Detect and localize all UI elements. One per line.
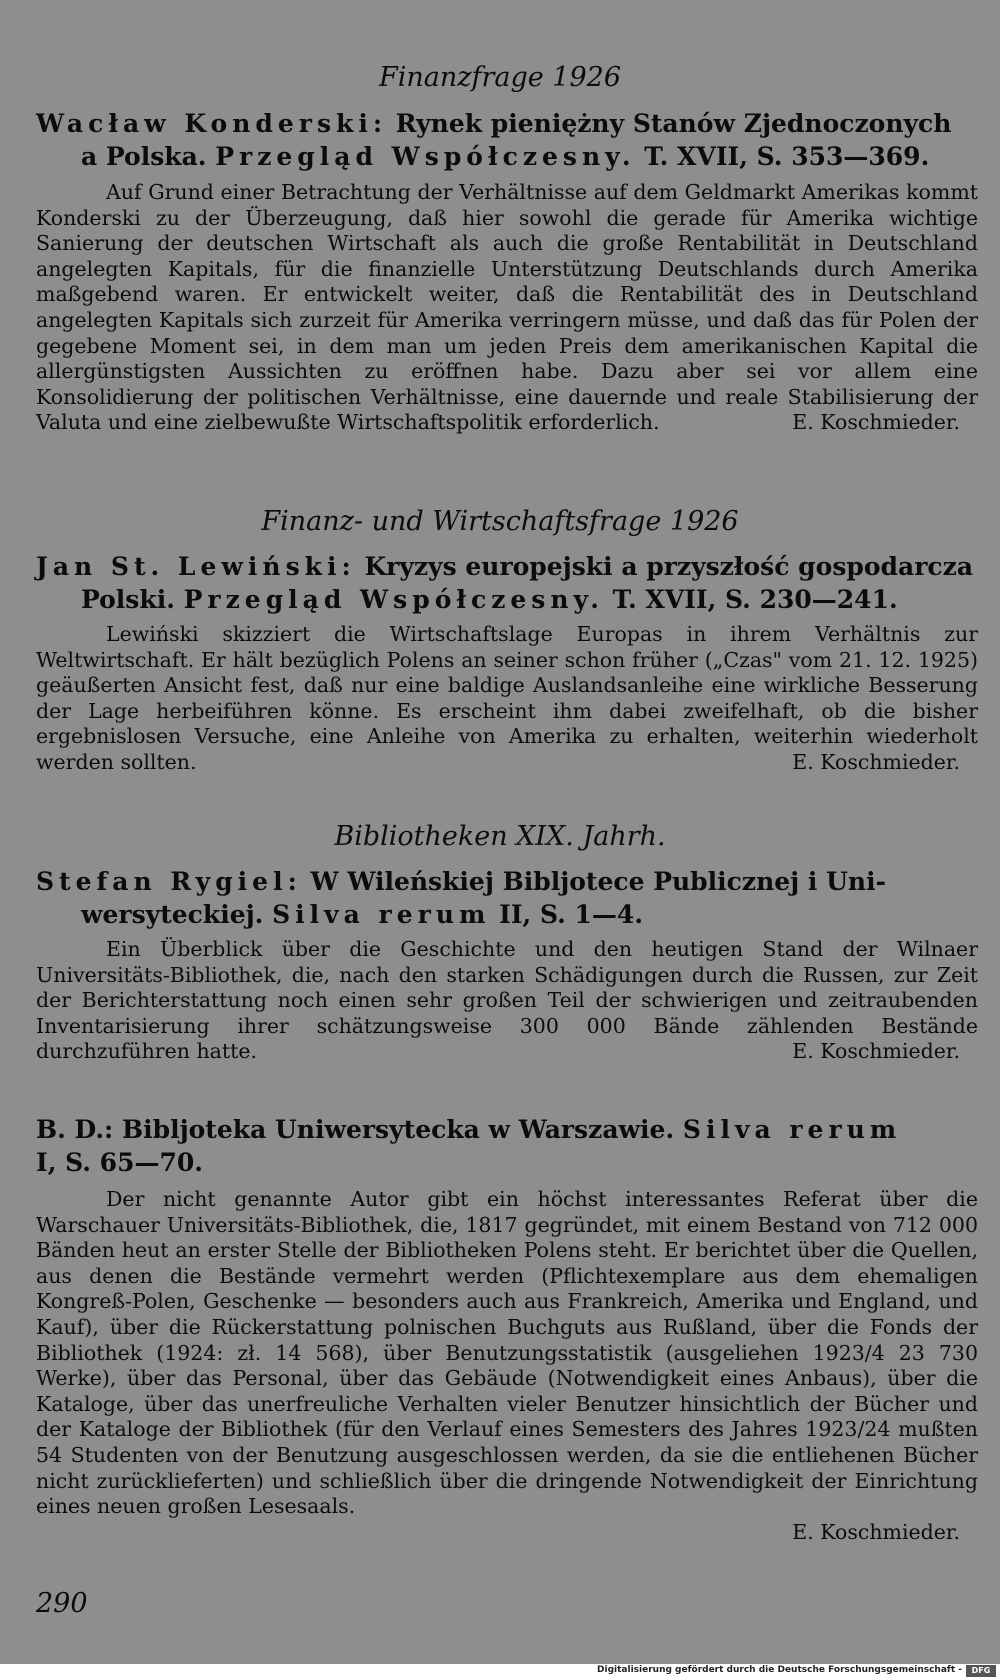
entry-ref: II, S. 1—4. bbox=[499, 900, 644, 929]
entry-signature: E. Koschmieder. bbox=[792, 410, 960, 435]
entry-body bbox=[36, 1187, 978, 1545]
entry-author: Wacław Konderski: bbox=[36, 109, 388, 138]
entry-body-text: Lewiński skizziert die Wirtschaftslage Europas in ihrem Verhältnis zur Weltwirtschaft. Er hält bezüglich Polens an seiner schon früher („Czas" vom 21. 12. 1925) geäußerten Ansicht fest, daß nur eine baldige Auslandsanleihe eine wirkliche Besserung der Lage herbeiführen könne. Es erscheint ihm dabei zweifelhaft, ob die bisher ergebnislosen Versuche, eine Anleihe von Amerika zu erhalten, weiterhin wiederholt werden sollten. bbox=[36, 622, 978, 774]
entry-title-text: Rynek pieniężny Stanów Zjednoczonych bbox=[395, 109, 952, 138]
entry-title bbox=[36, 107, 976, 173]
entry-ref: I, S. 65—70. bbox=[36, 1148, 203, 1177]
entry-ref: T. XVII, S. 353—369. bbox=[644, 142, 930, 171]
entry-source: Przegląd Współczesny. bbox=[183, 585, 604, 614]
section-heading: Bibliotheken XIX. Jahrh. bbox=[334, 821, 666, 852]
entry-title-text-cont: a Polska. bbox=[81, 142, 207, 171]
entry-signature: E. Koschmieder. bbox=[792, 749, 960, 774]
entry-source: Silva rerum bbox=[272, 900, 491, 929]
entry-body-text: Auf Grund einer Betrachtung der Verhältnisse auf dem Geldmarkt Amerikas kommt Konderski zu der Überzeugung, daß hier sowohl die gerade für Amerika wichtige Sanierung der deutschen Wirtschaft als auch die große Rentabilität in Deutschland angelegten Kapitals, für die finanzielle Unterstützung Deutschlands durch Amerika maßgebend waren. Er entwickelt weiter, daß die Rentabilität des in Deutschland angelegten Kapitals sich zurzeit für Amerika verringern müsse, und daß das für Polen der gegebene Moment sei, in dem man um jeden Preis dem amerikanischen Kapital die allergünstigsten Aussichten zu eröffnen habe. Dazu aber sei vor allem eine Konsolidierung der politischen Verhältnisse, eine dauernde und reale Stabilisierung der Valuta und eine zielbewußte Wirtschaftspolitik erforderlich. bbox=[36, 180, 978, 435]
entry-source: Przegląd Współczesny. bbox=[215, 142, 636, 171]
entry-source: Silva rerum bbox=[682, 1115, 902, 1144]
footer-bar bbox=[0, 1664, 1000, 1679]
entry-title-text: W Wileńskiej Bibljotece Publicznej i Uni- bbox=[310, 867, 886, 896]
entry-ref: T. XVII, S. 230—241. bbox=[612, 585, 898, 614]
entry-title-text: Kryzys europejski a przyszłość gospodarcza bbox=[364, 552, 974, 581]
entry-signature: E. Koschmieder. bbox=[792, 1519, 960, 1544]
footer-credit: Digitalisierung gefördert durch die Deutsche Forschungsgemeinschaft - bbox=[597, 1665, 962, 1675]
entry-author: B. D.: bbox=[36, 1115, 114, 1144]
section-heading: Finanz- und Wirtschaftsfrage 1926 bbox=[261, 506, 739, 537]
entry-title-text-cont: Polski. bbox=[81, 585, 175, 614]
entry-body bbox=[36, 937, 978, 1065]
entry-body bbox=[36, 622, 978, 776]
entry-body bbox=[36, 180, 978, 436]
entry-title-text-cont: wersyteckiej. bbox=[81, 900, 264, 929]
entry-author: Jan St. Lewiński: bbox=[36, 552, 356, 581]
entry-title bbox=[36, 1113, 976, 1179]
dfg-logo: DFG bbox=[966, 1665, 996, 1677]
entry-body-text: Ein Überblick über die Geschichte und den heutigen Stand der Wilnaer Universitäts-Bibliothek, die, nach den starken Schädigungen durch die Russen, zur Zeit der Berichterstattung noch einen sehr großen Teil der schwierigen und zeitraubenden Inventarisierung ihrer schätzungsweise 300 000 Bände zählenden Bestände durchzuführen hatte. bbox=[36, 937, 978, 1064]
entry-body-text: Der nicht genannte Autor gibt ein höchst interessantes Referat über die Warschauer Universitäts-Bibliothek, die, 1817 gegründet, mit einem Bestand von 712 000 Bänden heut an erster Stelle der Bibliotheken Polens steht. Er berichtet über die Quellen, aus denen die Bestände vermehrt werden (Pflichtexemplare aus dem ehemaligen Kongreß-Polen, Geschenke — besonders auch aus Frankreich, Amerika und England, und Kauf), über die Rückerstattung polnischen Buchguts aus Rußland, über die Fonds der Bibliothek (1924: zł. 14 568), über Benutzungsstatistik (ausgeliehen 1923/4 23 730 Werke), über das Personal, über das Gebäude (Notwendigkeit eines Anbaus), über die Kataloge, über das unerfreuliche Verhalten vieler Benutzer hinsichtlich der Bücher und der Kataloge der Bibliothek (für den Verlauf eines Semesters des Jahres 1923/24 mußten 54 Studenten von der Benutzung ausgeschlossen werden, da sie die entliehenen Bücher nicht zurücklieferten) und schließlich über die dringende Notwendigkeit der Einrichtung eines neuen großen Lesesaals. bbox=[36, 1187, 978, 1519]
section-heading: Finanzfrage 1926 bbox=[378, 62, 622, 93]
entry-title bbox=[36, 865, 976, 931]
entry-title bbox=[36, 550, 976, 616]
entry-title-text: Bibljoteka Uniwersytecka w Warszawie. bbox=[121, 1115, 675, 1144]
entry-author: Stefan Rygiel: bbox=[36, 867, 302, 896]
page-number: 290 bbox=[36, 1588, 88, 1619]
entry-signature: E. Koschmieder. bbox=[792, 1039, 960, 1064]
